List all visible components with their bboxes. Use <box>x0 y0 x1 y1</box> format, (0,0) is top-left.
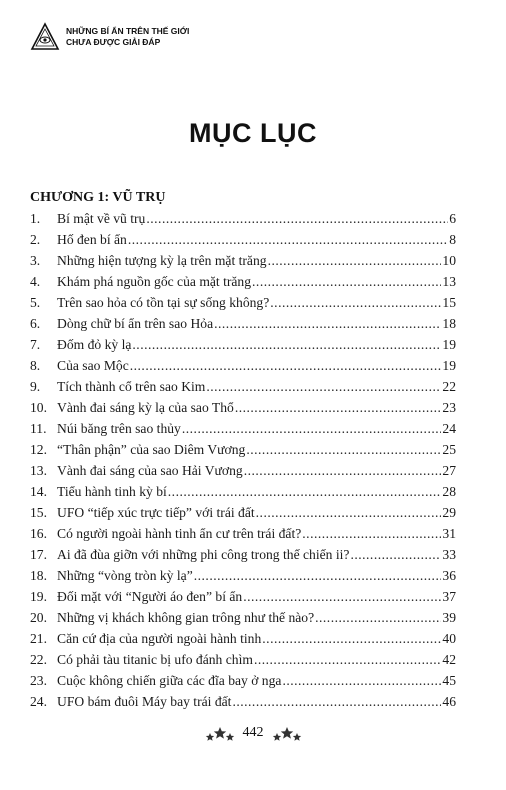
toc-entry[interactable] <box>30 421 456 442</box>
entry-page: 24 <box>442 421 456 436</box>
dot-leader <box>130 358 442 374</box>
entry-title: Núi băng trên sao thủy <box>57 421 181 436</box>
toc-entry[interactable] <box>30 253 456 274</box>
dot-leader <box>128 232 448 248</box>
entry-title: Những “vòng tròn kỳ lạ” <box>57 568 193 583</box>
dot-leader <box>243 589 441 605</box>
toc-entry[interactable] <box>30 526 456 547</box>
dot-leader <box>194 568 442 584</box>
dot-leader <box>315 610 441 626</box>
toc-entry[interactable] <box>30 316 456 337</box>
header-line-2: CHƯA ĐƯỢC GIẢI ĐÁP <box>66 37 161 47</box>
entry-number: 13. <box>30 463 47 478</box>
entry-number: 10. <box>30 400 47 415</box>
entry-page: 19 <box>442 337 456 352</box>
book-series-title <box>66 26 189 48</box>
entry-page: 29 <box>442 505 456 520</box>
toc-entry[interactable] <box>30 337 456 358</box>
entry-title: Những hiện tượng kỳ lạ trên mặt trăng <box>57 253 267 268</box>
entry-title: Có phải tàu titanic bị ufo đánh chìm <box>57 652 253 667</box>
entry-number: 1. <box>30 211 41 226</box>
entry-page: 46 <box>442 694 456 709</box>
entry-title: “Thân phận” của sao Diêm Vương <box>57 442 246 457</box>
entry-title: Vành đai sáng kỳ lạ của sao Thổ <box>57 400 234 415</box>
toc-entry[interactable] <box>30 484 456 505</box>
entry-page: 42 <box>442 652 456 667</box>
eye-pyramid-icon <box>30 22 60 52</box>
dot-leader <box>262 631 441 647</box>
toc-entry[interactable] <box>30 400 456 421</box>
table-of-contents <box>30 211 456 715</box>
entry-number: 21. <box>30 631 47 646</box>
entry-number: 22. <box>30 652 47 667</box>
entry-title: Ai đã đùa giỡn với những phi công trong thế chiến ii? <box>57 547 350 562</box>
toc-entry[interactable] <box>30 463 456 484</box>
entry-title: Trên sao hỏa có tồn tại sự sống không? <box>57 295 270 310</box>
entry-page: 23 <box>442 400 456 415</box>
entry-page: 22 <box>442 379 456 394</box>
entry-page: 40 <box>442 631 456 646</box>
entry-number: 11. <box>30 421 47 436</box>
entry-number: 24. <box>30 694 47 709</box>
entry-title: Căn cứ địa của người ngoài hành tinh <box>57 631 262 646</box>
dot-leader <box>270 295 441 311</box>
dot-leader <box>244 463 442 479</box>
page-title: MỤC LỤC <box>189 118 317 148</box>
toc-entry[interactable] <box>30 505 456 526</box>
dot-leader <box>232 694 441 710</box>
entry-title: Của sao Mộc <box>57 358 129 373</box>
header-line-1: NHỮNG BÍ ẨN TRÊN THẾ GIỚI <box>66 26 190 36</box>
dot-leader <box>256 505 442 521</box>
entry-number: 16. <box>30 526 47 541</box>
entry-title: Có người ngoài hành tinh ẩn cư trên trái đất? <box>57 526 302 541</box>
entry-page: 36 <box>442 568 456 583</box>
dot-leader <box>252 274 441 290</box>
entry-number: 3. <box>30 253 41 268</box>
entry-title: Cuộc không chiến giữa các đĩa bay ở nga <box>57 673 282 688</box>
entry-page: 10 <box>442 253 456 268</box>
page-number: 442 <box>242 725 264 740</box>
toc-entry[interactable] <box>30 232 456 253</box>
star-cluster-icon <box>205 725 235 741</box>
entry-number: 4. <box>30 274 41 289</box>
entry-number: 18. <box>30 568 47 583</box>
dot-leader <box>168 484 442 500</box>
entry-number: 14. <box>30 484 47 499</box>
entry-title: Những vị khách không gian trông như thế nào? <box>57 610 315 625</box>
entry-title: Khám phá nguồn gốc của mặt trăng <box>57 274 252 289</box>
entry-page: 6 <box>449 211 456 226</box>
dot-leader <box>132 337 441 353</box>
toc-entry[interactable] <box>30 652 456 673</box>
entry-title: Hố đen bí ẩn <box>57 232 127 247</box>
entry-number: 19. <box>30 589 47 604</box>
toc-entry[interactable] <box>30 694 456 715</box>
entry-title: Dòng chữ bí ẩn trên sao Hỏa <box>57 316 214 331</box>
toc-entry[interactable] <box>30 568 456 589</box>
entry-title: Đốm đỏ kỳ lạ <box>57 337 132 352</box>
dot-leader <box>282 673 441 689</box>
dot-leader <box>254 652 441 668</box>
entry-page: 19 <box>442 358 456 373</box>
dot-leader <box>146 211 448 227</box>
toc-entry[interactable] <box>30 295 456 316</box>
dot-leader <box>206 379 441 395</box>
entry-number: 8. <box>30 358 41 373</box>
entry-number: 17. <box>30 547 47 562</box>
entry-number: 5. <box>30 295 41 310</box>
entry-page: 15 <box>442 295 456 310</box>
toc-entry[interactable] <box>30 358 456 379</box>
star-cluster-icon <box>272 725 302 741</box>
entry-page: 8 <box>449 232 456 247</box>
entry-title: Vành đai sáng của sao Hải Vương <box>57 463 243 478</box>
book-header <box>30 22 189 52</box>
entry-title: UFO “tiếp xúc trực tiếp” với trái đất <box>57 505 255 520</box>
toc-entry[interactable] <box>30 379 456 400</box>
entry-page: 28 <box>442 484 456 499</box>
entry-number: 7. <box>30 337 41 352</box>
toc-entry[interactable] <box>30 547 456 568</box>
toc-entry[interactable] <box>30 442 456 463</box>
dot-leader <box>350 547 441 563</box>
entry-title: UFO bám đuôi Máy bay trái đất <box>57 694 232 709</box>
entry-page: 27 <box>442 463 456 478</box>
toc-entry[interactable] <box>30 211 456 232</box>
toc-entry[interactable] <box>30 589 456 610</box>
entry-page: 45 <box>442 673 456 688</box>
entry-title: Bí mật về vũ trụ <box>57 211 146 226</box>
chapter-heading: CHƯƠNG 1: VŨ TRỤ <box>30 190 166 205</box>
entry-number: 6. <box>30 316 41 331</box>
entry-number: 15. <box>30 505 47 520</box>
toc-entry[interactable] <box>30 673 456 694</box>
entry-title: Tiểu hành tinh kỳ bí <box>57 484 167 499</box>
entry-page: 13 <box>442 274 456 289</box>
entry-page: 37 <box>442 589 456 604</box>
dot-leader <box>246 442 441 458</box>
entry-page: 39 <box>442 610 456 625</box>
dot-leader <box>214 316 441 332</box>
dot-leader <box>235 400 442 416</box>
entry-page: 25 <box>442 442 456 457</box>
toc-entry[interactable] <box>30 631 456 652</box>
entry-number: 23. <box>30 673 47 688</box>
dot-leader <box>268 253 442 269</box>
toc-entry[interactable] <box>30 274 456 295</box>
entry-number: 12. <box>30 442 47 457</box>
entry-page: 33 <box>442 547 456 562</box>
dot-leader <box>302 526 441 542</box>
entry-number: 20. <box>30 610 47 625</box>
entry-page: 18 <box>442 316 456 331</box>
entry-page: 31 <box>442 526 456 541</box>
entry-number: 2. <box>30 232 41 247</box>
dot-leader <box>182 421 442 437</box>
page-footer <box>0 725 506 741</box>
entry-title: Tích thành cổ trên sao Kim <box>57 379 206 394</box>
toc-entry[interactable] <box>30 610 456 631</box>
entry-number: 9. <box>30 379 41 394</box>
entry-title: Đối mặt với “Người áo đen” bí ẩn <box>57 589 243 604</box>
